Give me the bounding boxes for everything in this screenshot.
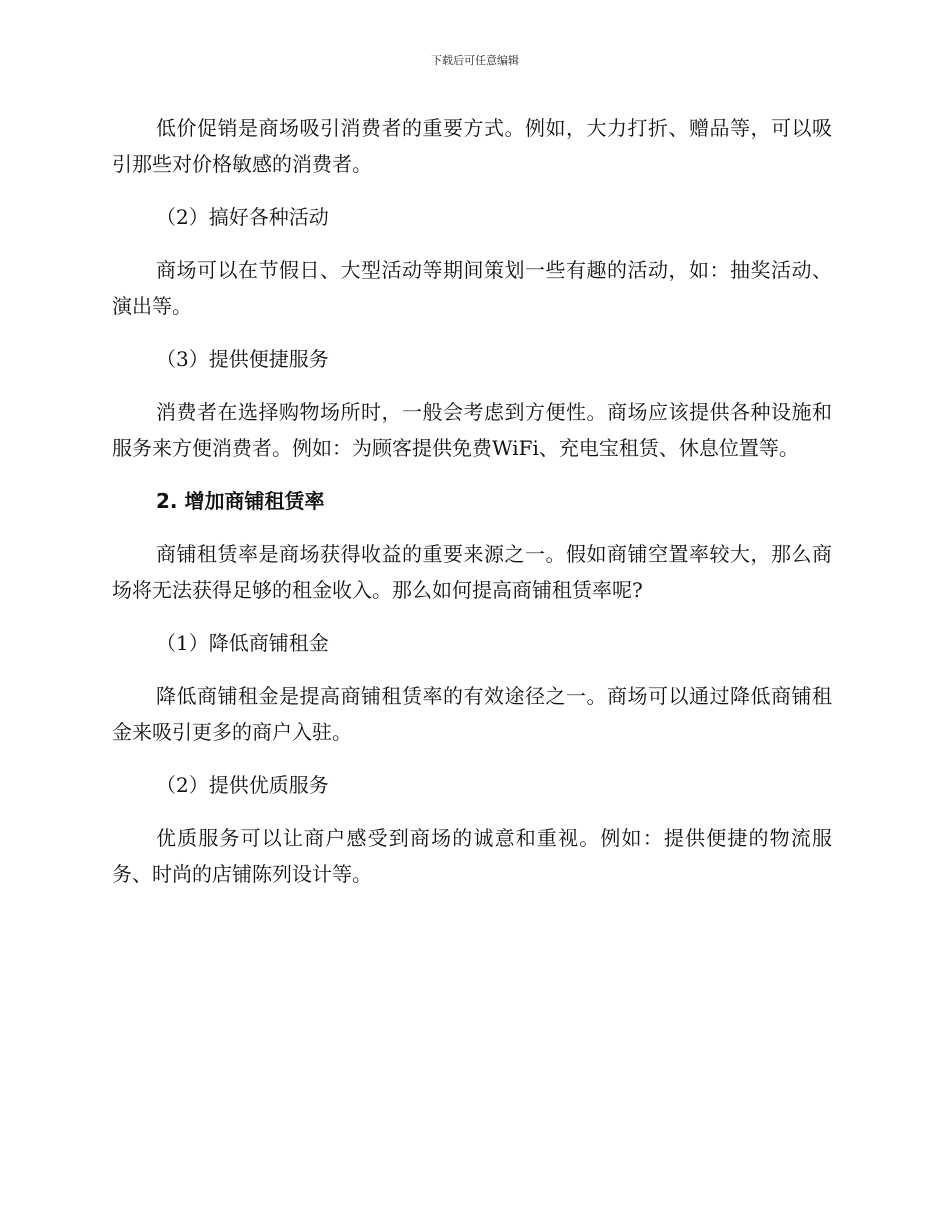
- paragraph-rental-rate: 商铺租赁率是商场获得收益的重要来源之一。假如商铺空置率较大，那么商场将无法获得足够的租金收入。那么如何提高商铺租赁率呢?: [112, 542, 832, 602]
- document-body: [112, 110, 832, 892]
- paragraph-quality-service: 优质服务可以让商户感受到商场的诚意和重视。例如：提供便捷的物流服务、时尚的店铺陈列设计等。: [112, 826, 832, 886]
- paragraph-lower-rent: 降低商铺租金是提高商铺租赁率的有效途径之一。商场可以通过降低商铺租金来吸引更多的商户入驻。: [112, 684, 832, 744]
- paragraph-convenient-service: 消费者在选择购物场所时，一般会考虑到方便性。商场应该提供各种设施和服务来方便消费者。例如：为顾客提供免费WiFi、充电宝租赁、休息位置等。: [112, 400, 832, 460]
- subheading-activities: （2）搞好各种活动: [156, 205, 329, 229]
- paragraph-activities: 商场可以在节假日、大型活动等期间策划一些有趣的活动，如：抽奖活动、演出等。: [112, 258, 832, 318]
- subheading-convenient-service: （3）提供便捷服务: [156, 347, 329, 371]
- subheading-quality-service: （2）提供优质服务: [156, 773, 329, 797]
- page-header: 下载后可任意编辑: [431, 54, 519, 67]
- section-heading-rental-rate: 2. 增加商铺租赁率: [156, 489, 325, 513]
- paragraph-low-price-promotion: 低价促销是商场吸引消费者的重要方式。例如，大力打折、赠品等，可以吸引那些对价格敏感的消费者。: [112, 116, 832, 176]
- subheading-lower-rent: （1）降低商铺租金: [156, 631, 329, 655]
